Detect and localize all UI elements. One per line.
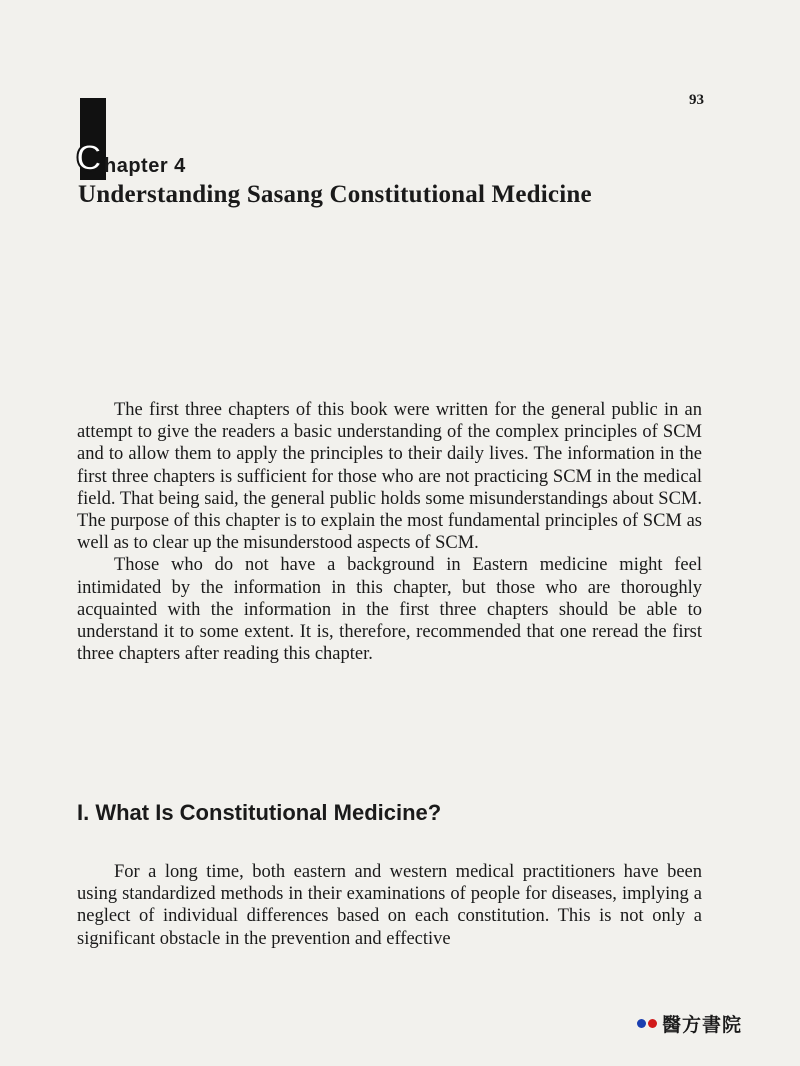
section-text <box>77 861 702 950</box>
publisher-logo-text: 醫方書院 <box>661 1014 742 1036</box>
section-heading: I. What Is Constitutional Medicine? <box>77 800 442 825</box>
paragraph: For a long time, both eastern and western medical practitioners have been using standardized methods in their examinations of people for diseases, implying a neglect of individual differences based on each constitution. This is not only a significant obstacle in the prevention and effective <box>77 862 702 949</box>
publisher-logo <box>637 1010 742 1037</box>
chapter-label: hapter 4 <box>104 155 186 177</box>
chapter-initial-letter: C <box>76 137 102 178</box>
page-number: 93 <box>689 92 704 108</box>
chapter-title: Understanding Sasang Constitutional Medicine <box>78 181 592 208</box>
blue-dot-icon <box>637 1019 646 1028</box>
intro-text <box>77 399 702 665</box>
red-dot-icon <box>648 1019 657 1028</box>
paragraph: Those who do not have a background in Eastern medicine might feel intimidated by the information in this chapter, but those who are thoroughly acquainted with the information in the first three chapters should be able to understand it to some extent. It is, therefore, recommended that one reread the first three chapters after reading this chapter. <box>77 555 702 665</box>
paragraph: The first three chapters of this book were written for the general public in an attempt to give the readers a basic understanding of the complex principles of SCM and to allow them to apply the principles to their daily lives. The information in the first three chapters is sufficient for those who are not practicing SCM in the medical field. That being said, the general public holds some misunderstandings about SCM. The purpose of this chapter is to explain the most fundamental principles of SCM as well as to clear up the misunderstood aspects of SCM. <box>77 400 702 554</box>
